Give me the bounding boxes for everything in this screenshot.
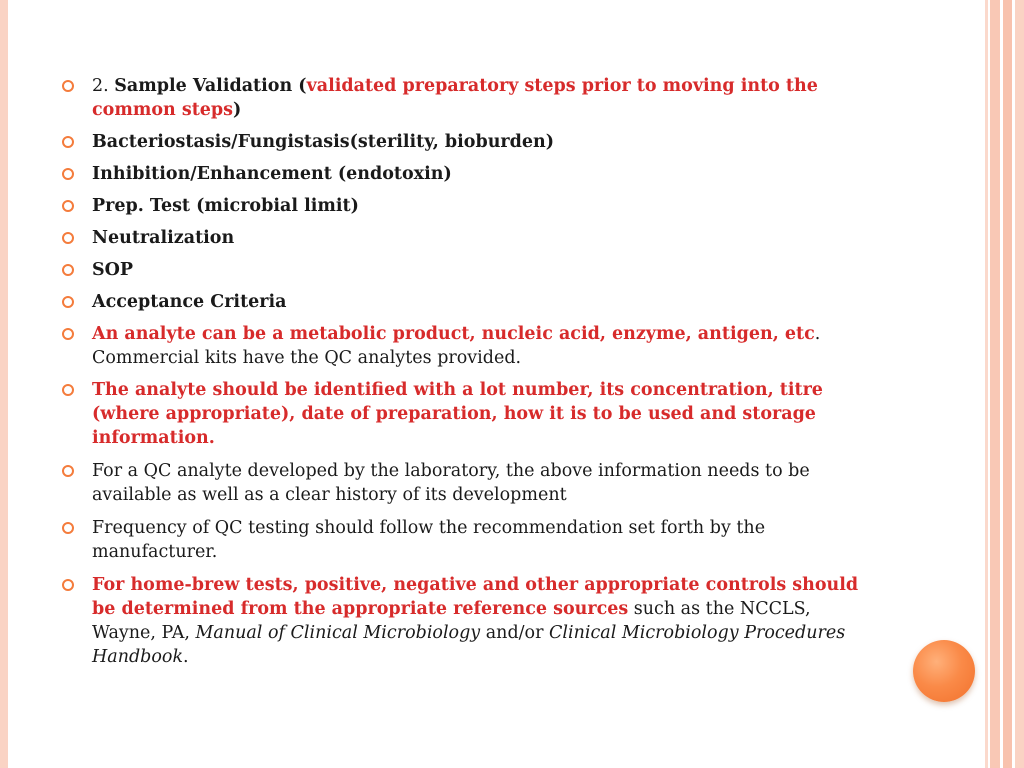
- slide-content: [62, 74, 862, 669]
- right-stripe-2: [990, 0, 1000, 768]
- list-item-qc-analyte: [62, 459, 862, 507]
- item-text: SOP: [92, 260, 134, 280]
- list-item-sop: [62, 258, 862, 282]
- hollow-circle-bullet-icon: [62, 168, 74, 180]
- item-plain-text: such as the NCCLS, Wayne, PA,: [92, 599, 811, 643]
- hollow-circle-bullet-icon: [62, 465, 74, 477]
- list-item-analyte-identification: [62, 378, 862, 450]
- hollow-circle-bullet-icon: [62, 579, 74, 591]
- item-italic-title: Clinical Microbiology Procedures Handbook: [92, 623, 846, 667]
- list-item-neutralization: [62, 226, 862, 250]
- item-plain-text: . Commercial kits have the QC analytes provided.: [92, 324, 821, 368]
- item-text: Prep. Test (microbial limit): [92, 196, 359, 216]
- item-bold-end: ): [233, 100, 242, 120]
- item-bold-text: Sample Validation (: [114, 76, 307, 96]
- item-red-text: An analyte can be a metabolic product, nucleic acid, enzyme, antigen, etc: [92, 324, 815, 344]
- list-item-bacteriostasis: [62, 130, 862, 154]
- hollow-circle-bullet-icon: [62, 384, 74, 396]
- list-item-qc-frequency: [62, 516, 862, 564]
- hollow-circle-bullet-icon: [62, 328, 74, 340]
- item-text: Neutralization: [92, 228, 235, 248]
- hollow-circle-bullet-icon: [62, 522, 74, 534]
- left-decorative-stripe: [0, 0, 8, 768]
- right-stripe-4: [1015, 0, 1024, 768]
- list-item-sample-validation: [62, 74, 862, 122]
- item-red-text: The analyte should be identified with a lot number, its concentration, titre (where appropriate), date of preparation, how it is to be used and storage information.: [92, 380, 823, 448]
- item-text: Acceptance Criteria: [92, 292, 287, 312]
- hollow-circle-bullet-icon: [62, 136, 74, 148]
- list-item-acceptance-criteria: [62, 290, 862, 314]
- list-item-prep-test: [62, 194, 862, 218]
- list-item-home-brew: [62, 573, 862, 669]
- item-prefix: 2.: [92, 76, 115, 96]
- list-item-inhibition: [62, 162, 862, 186]
- right-stripe-1: [985, 0, 988, 768]
- item-red-text: validated preparatory steps prior to moving into the common steps: [92, 76, 818, 120]
- hollow-circle-bullet-icon: [62, 200, 74, 212]
- item-text: Bacteriostasis/Fungistasis(sterility, bioburden): [92, 132, 555, 152]
- item-text: Inhibition/Enhancement (endotoxin): [92, 164, 452, 184]
- item-text: Frequency of QC testing should follow the recommendation set forth by the manufacturer.: [92, 518, 766, 562]
- hollow-circle-bullet-icon: [62, 296, 74, 308]
- item-red-text: For home-brew tests, positive, negative and other appropriate controls should be determined from the appropriate reference sources: [92, 575, 859, 619]
- hollow-circle-bullet-icon: [62, 232, 74, 244]
- list-item-analyte: [62, 322, 862, 370]
- orange-orb-icon: [913, 640, 975, 702]
- item-plain-text: .: [183, 647, 189, 667]
- item-text: For a QC analyte developed by the laboratory, the above information needs to be available as well as a clear history of its development: [92, 461, 810, 505]
- right-decorative-stripes: [976, 0, 1024, 768]
- hollow-circle-bullet-icon: [62, 264, 74, 276]
- hollow-circle-bullet-icon: [62, 80, 74, 92]
- item-italic-title: Manual of Clinical Microbiology: [195, 623, 481, 643]
- right-stripe-3: [1003, 0, 1012, 768]
- item-plain-text: and/or: [480, 623, 550, 643]
